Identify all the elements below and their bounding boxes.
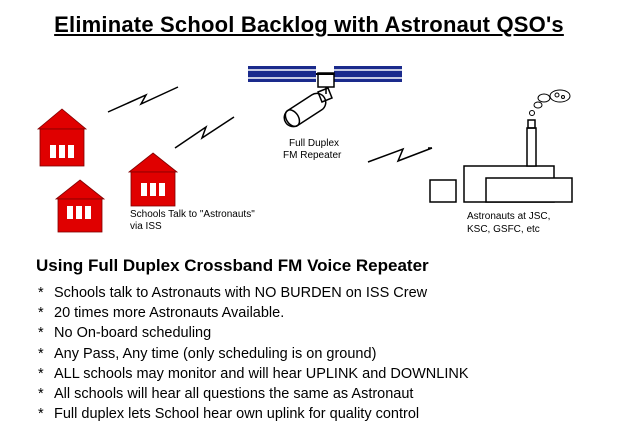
- schoolhouse-icon: [56, 180, 104, 232]
- bullet-item: [38, 283, 469, 303]
- radio-link-zigzags: [108, 87, 432, 162]
- solar-panel-right: [334, 66, 402, 82]
- bullet-marker: *: [38, 345, 44, 362]
- page-title: Eliminate School Backlog with Astronaut QSO's: [54, 12, 564, 37]
- bullet-item: [38, 323, 469, 343]
- ground-station-icon: [430, 120, 572, 202]
- bullet-text: All schools will hear all questions the same as Astronaut: [54, 386, 414, 403]
- bullet-text: 20 times more Astronauts Available.: [54, 305, 285, 322]
- bullet-text: No On-board scheduling: [54, 325, 212, 342]
- schoolhouse-icon: [38, 109, 86, 166]
- bullet-text: ALL schools may monitor and will hear UPLINK and DOWNLINK: [54, 365, 469, 382]
- bullet-marker: *: [38, 305, 44, 322]
- iss-solar-panel-array: [248, 66, 402, 82]
- astronauts-label-line1: Astronauts at JSC,: [467, 211, 551, 222]
- uplink-zigzag: [108, 87, 178, 112]
- bullet-marker: *: [38, 325, 44, 342]
- solar-panel-left: [248, 66, 316, 82]
- bullet-marker: *: [38, 406, 44, 423]
- bullet-marker: *: [38, 365, 44, 382]
- bullet-text: Schools talk to Astronauts with NO BURDEN on ISS Crew: [54, 285, 428, 301]
- feature-bullet-list: [38, 283, 469, 424]
- bullet-text: Any Pass, Any time (only scheduling is on ground): [54, 345, 377, 362]
- astronauts-label-line2: KSC, GSFC, etc: [467, 224, 540, 235]
- ground-link-zigzag: [368, 148, 432, 162]
- bullet-marker: *: [38, 386, 44, 403]
- smoke-puffs-icon: [530, 90, 571, 116]
- schoolhouse-icon: [129, 153, 177, 206]
- bullet-item: [38, 364, 469, 384]
- schools-label-line1: Schools Talk to "Astronauts": [130, 209, 255, 220]
- bullet-item: [38, 404, 469, 424]
- repeater-label-line2: FM Repeater: [283, 150, 342, 161]
- repeater-label-line1: Full Duplex: [289, 138, 340, 149]
- bullet-item: [38, 384, 469, 404]
- schools-label-line2: via ISS: [130, 221, 162, 232]
- bullet-text: Full duplex lets School hear own uplink for quality control: [54, 406, 420, 423]
- bullet-item: [38, 344, 469, 364]
- bullet-marker: *: [38, 285, 44, 301]
- downlink-zigzag: [175, 117, 234, 148]
- bullet-item: [38, 303, 469, 323]
- section-subtitle: Using Full Duplex Crossband FM Voice Repeater: [36, 256, 429, 275]
